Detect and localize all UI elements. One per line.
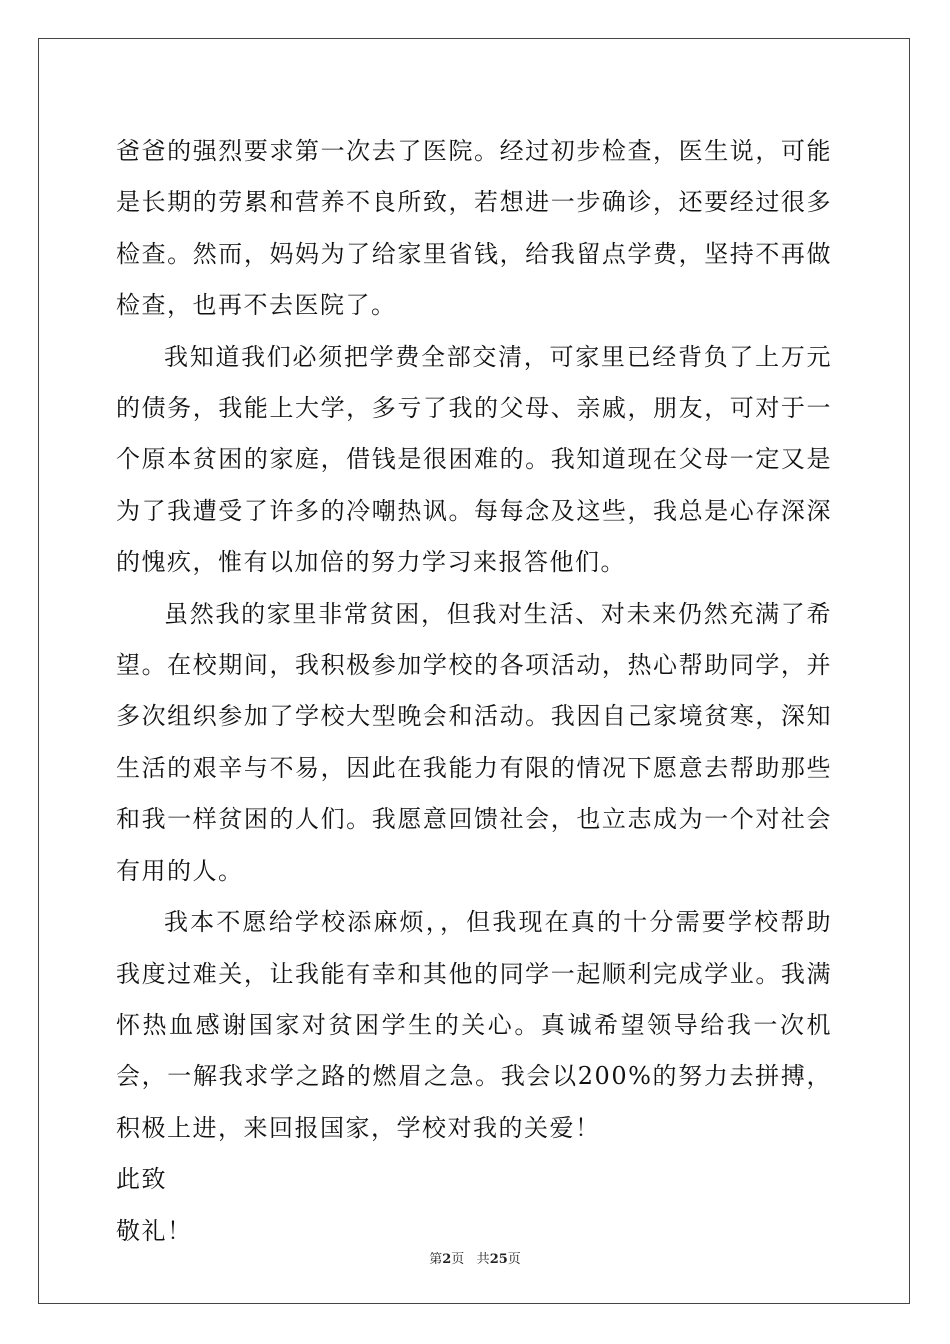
paragraph-2: 我知道我们必须把学费全部交清，可家里已经背负了上万元的债务，我能上大学，多亏了我的父母、亲戚，朋友，可对于一个原本贫困的家庭，借钱是很困难的。我知道现在父母一定又是为了我遭受了许多的冷嘲热讽。每每念及这些，我总是心存深深的愧疚，惟有以加倍的努力学习来报答他们。: [116, 342, 832, 577]
footer-total-prefix: 共: [476, 1252, 490, 1267]
closing-line-2: 敬礼！: [116, 1216, 193, 1245]
letter-body: [116, 126, 832, 1257]
footer-total-pages: 25: [489, 1252, 508, 1267]
closing-line-1: 此致: [116, 1165, 167, 1194]
footer-page-number: 2: [442, 1252, 452, 1267]
footer-total-suffix: 页: [507, 1252, 521, 1267]
footer-page-suffix: 页: [451, 1252, 465, 1267]
paragraph-4: 我本不愿给学校添麻烦，，但我现在真的十分需要学校帮助我度过难关，让我能有幸和其他的同学一起顺利完成学业。我满怀热血感谢国家对贫困学生的关心。真诚希望领导给我一次机会，一解我求学之路的燃眉之急。我会以200%的努力去拼搏，积极上进，来回报国家，学校对我的关爱！: [116, 908, 832, 1142]
paragraph-3: 虽然我的家里非常贫困，但我对生活、对未来仍然充满了希望。在校期间，我积极参加学校的各项活动，热心帮助同学，并多次组织参加了学校大型晚会和活动。我因自己家境贫寒，深知生活的艰辛与不易，因此在我能力有限的情况下愿意去帮助那些和我一样贫困的人们。我愿意回馈社会，也立志成为一个对社会有用的人。: [116, 599, 832, 885]
page-footer: [0, 1248, 950, 1267]
paragraph-1: 爸爸的强烈要求第一次去了医院。经过初步检查，医生说，可能是长期的劳累和营养不良所致，若想进一步确诊，还要经过很多检查。然而，妈妈为了给家里省钱，给我留点学费，坚持不再做检查，也再不去医院了。: [116, 137, 832, 320]
footer-page-prefix: 第: [429, 1252, 443, 1267]
